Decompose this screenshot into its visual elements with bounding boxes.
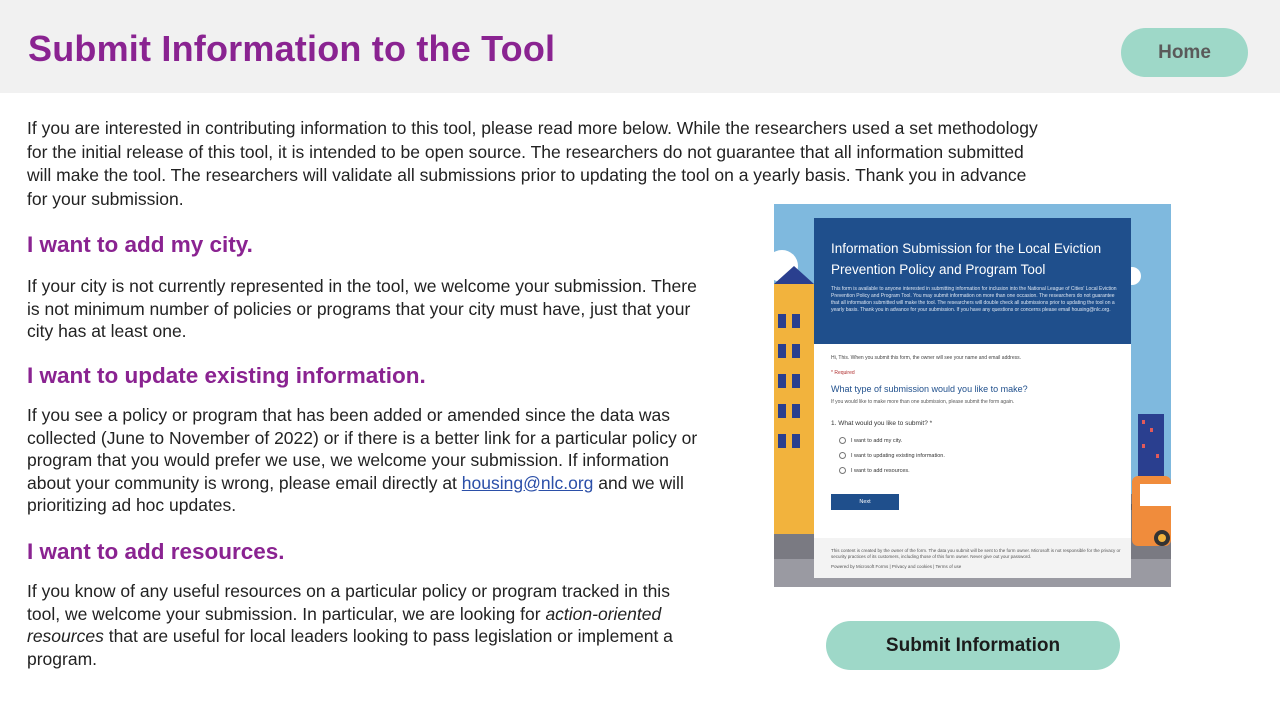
question-heading: What type of submission would you like to make?	[831, 384, 1028, 394]
add-resources-text-after: that are useful for local leaders looking to pass legislation or implement a program.	[27, 626, 673, 669]
required-note: * Required	[831, 370, 855, 376]
add-city-text: If your city is not currently represented in the tool, we welcome your submission. There is not minimum number of policies or programs that your city must have, just that your city has at least one.	[27, 276, 697, 341]
intro-paragraph: If you are interested in contributing information to this tool, please read more below. While the researchers used a set methodology for the initial release of this tool, it is intended to be open source. The researchers do not guarantee that all information submitted will make the tool. The researchers will validate all submissions prior to updating the tool on a yearly basis. Thank you in advance for your submission.	[27, 118, 1038, 209]
option-add-city	[839, 437, 902, 444]
add-city-heading: I want to add my city.	[27, 232, 253, 257]
form-footer	[814, 538, 1131, 578]
add-resources-heading: I want to add resources.	[27, 539, 285, 564]
form-card	[814, 218, 1131, 578]
owner-note: Hi, This. When you submit this form, the owner will see your name and email address.	[831, 355, 1021, 361]
update-info-text-before: If you see a policy or program that has been added or amended since the data was collected (June to November of 2022) or if there is a better link for a particular policy or program that you would prefer we use, we welcome your submission. If information about your community is wrong, please email directly at	[27, 405, 698, 493]
page-header	[0, 0, 1280, 93]
form-footer-text: This content is created by the owner of the form. The data you submit will be sent to the form owner. Microsoft is not responsible for the privacy or security practices of its customers, including those of this form owner. Never give out your password.	[831, 548, 1121, 559]
form-header	[814, 218, 1131, 344]
radio-icon	[839, 467, 846, 474]
submit-information-button[interactable]: Submit Information	[826, 621, 1120, 670]
form-next-button: Next	[831, 494, 899, 510]
add-resources-text-before: If you know of any useful resources on a particular policy or program tracked in this tool, we welcome your submission. In particular, we are looking for	[27, 581, 670, 624]
update-info-heading: I want to update existing information.	[27, 363, 426, 388]
email-link[interactable]: housing@nlc.org	[461, 472, 594, 493]
form-preview-image	[774, 204, 1171, 587]
option-update-info	[839, 452, 945, 459]
form-description: This form is available to anyone interested in submitting information for inclusion into the National League of Cities' Local Eviction Prevention Policy and Program Tool. You may submit information on more than one occasion. The researchers do not guarantee that all information submitted will make the tool. The researchers will double check all submissions prior to updating the tool on a yearly basis. Thank you in advance for your submission. If you have any questions or concerns please email housing@nlc.org.	[831, 286, 1117, 313]
update-info-text-after: and we will prioritizing ad hoc updates.	[27, 472, 684, 515]
option-label: I want to add my city.	[851, 437, 903, 444]
option-label: I want to add resources.	[851, 467, 910, 474]
form-footer-links: Powered by Microsoft Forms | Privacy and cookies | Terms of use	[831, 564, 962, 569]
option-label: I want to updating existing information.	[851, 452, 945, 459]
option-add-resources	[839, 467, 910, 474]
add-resources-text	[27, 580, 707, 670]
page-title: Submit Information to the Tool	[28, 28, 556, 69]
update-info-text	[27, 404, 707, 517]
question-label: 1. What would you like to submit? *	[831, 420, 933, 427]
question-subtext: If you would like to make more than one submission, please submit the form again.	[831, 399, 1015, 405]
home-button[interactable]: Home	[1121, 28, 1248, 77]
radio-icon	[839, 452, 846, 459]
radio-icon	[839, 437, 846, 444]
form-title: Information Submission for the Local Eviction Prevention Policy and Program Tool	[831, 241, 1102, 277]
add-resources-emphasis: action-oriented resources	[27, 603, 662, 646]
